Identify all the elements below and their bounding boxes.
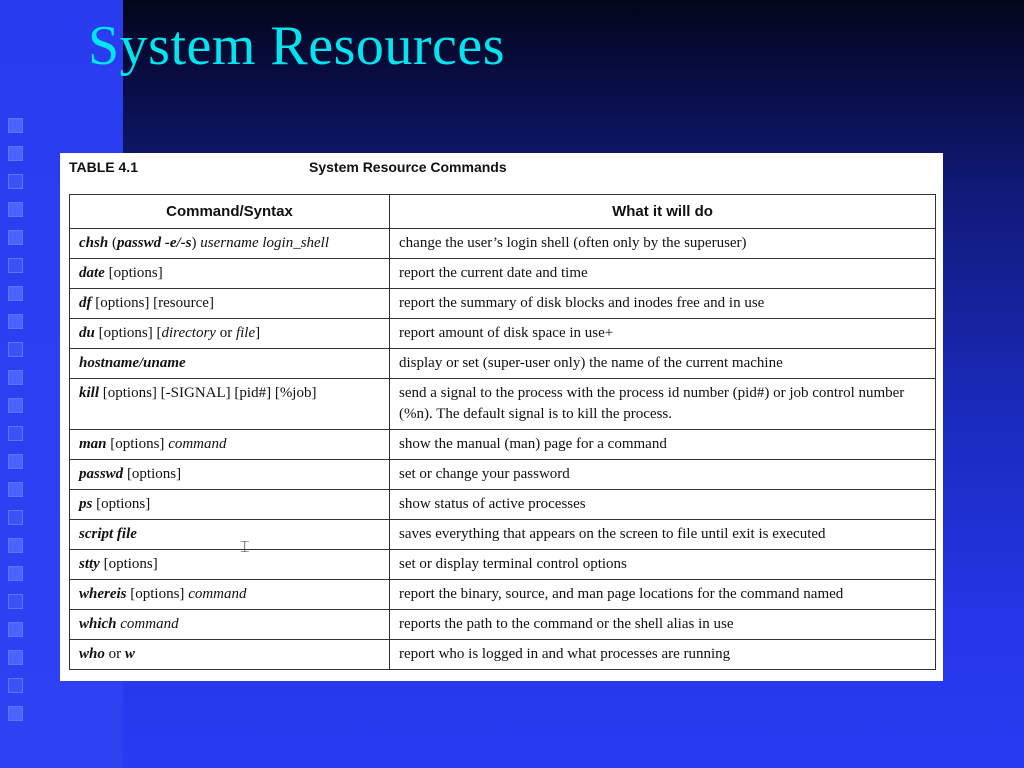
command-cell xyxy=(70,430,390,460)
decor-square xyxy=(8,454,23,469)
command-segment: du xyxy=(79,325,95,341)
command-cell xyxy=(70,490,390,520)
table-row xyxy=(70,520,936,550)
table-number: TABLE 4.1 xyxy=(69,159,138,175)
decor-square xyxy=(8,650,23,665)
description-cell: set or change your password xyxy=(390,460,936,490)
command-segment: who xyxy=(79,646,105,662)
decor-square xyxy=(8,174,23,189)
decor-square xyxy=(8,314,23,329)
command-cell xyxy=(70,610,390,640)
decor-square xyxy=(8,622,23,637)
header-command-syntax: Command/Syntax xyxy=(70,195,390,229)
command-segment: file xyxy=(235,325,256,341)
text-cursor-icon: ⌶ xyxy=(240,537,250,556)
command-segment: [options] xyxy=(92,496,151,512)
decor-square xyxy=(8,510,23,525)
description-cell: change the user’s login shell (often only by the superuser) xyxy=(390,229,936,259)
command-segment: [options] xyxy=(99,556,158,572)
table-header-row xyxy=(70,195,936,229)
decor-square xyxy=(8,678,23,693)
table-row xyxy=(70,289,936,319)
command-segment: df xyxy=(79,295,92,311)
command-segment: [options] xyxy=(106,436,169,452)
description-cell: send a signal to the process with the process id number (pid#) or job control number (%n). The default signal is to kill the process. xyxy=(390,379,936,430)
table-title: System Resource Commands xyxy=(309,159,507,175)
command-segment: stty xyxy=(79,556,100,572)
description-cell: report who is logged in and what processes are running xyxy=(390,640,936,670)
description-cell: reports the path to the command or the shell alias in use xyxy=(390,610,936,640)
command-segment: command xyxy=(120,616,179,632)
decor-square xyxy=(8,230,23,245)
decor-square xyxy=(8,594,23,609)
decor-square xyxy=(8,286,23,301)
table-card xyxy=(60,153,943,681)
command-segment: ] xyxy=(255,325,261,341)
table-row xyxy=(70,319,936,349)
command-segment: ) xyxy=(191,235,201,251)
command-segment: passwd -e/-s xyxy=(116,235,192,251)
commands-table xyxy=(69,194,936,670)
decor-square xyxy=(8,202,23,217)
table-row xyxy=(70,550,936,580)
command-cell xyxy=(70,550,390,580)
table-row xyxy=(70,640,936,670)
table-row xyxy=(70,460,936,490)
description-cell: report the current date and time xyxy=(390,259,936,289)
decor-square xyxy=(8,426,23,441)
description-cell: display or set (super-user only) the name of the current machine xyxy=(390,349,936,379)
description-cell: show status of active processes xyxy=(390,490,936,520)
command-segment: kill xyxy=(79,385,100,401)
decor-square xyxy=(8,370,23,385)
command-segment: command xyxy=(168,436,227,452)
table-row xyxy=(70,580,936,610)
table-row xyxy=(70,610,936,640)
table-row xyxy=(70,490,936,520)
table-row xyxy=(70,229,936,259)
description-cell: report the binary, source, and man page locations for the command named xyxy=(390,580,936,610)
slide-title: System Resources xyxy=(88,15,506,77)
command-cell xyxy=(70,580,390,610)
table-row xyxy=(70,430,936,460)
command-cell xyxy=(70,640,390,670)
table-row xyxy=(70,259,936,289)
command-segment: whereis xyxy=(79,586,127,602)
command-segment: man xyxy=(79,436,107,452)
command-segment: or xyxy=(215,325,236,341)
description-cell: saves everything that appears on the screen to file until exit is executed xyxy=(390,520,936,550)
table-row xyxy=(70,379,936,430)
decor-square xyxy=(8,258,23,273)
decor-squares xyxy=(8,118,26,738)
command-cell xyxy=(70,379,390,430)
command-cell xyxy=(70,319,390,349)
command-segment: directory xyxy=(161,325,216,341)
command-cell xyxy=(70,229,390,259)
command-segment: [options] [-SIGNAL] [pid#] [%job] xyxy=(99,385,317,401)
table-body xyxy=(70,229,936,670)
command-cell xyxy=(70,460,390,490)
command-segment: ( xyxy=(108,235,117,251)
command-segment: which xyxy=(79,616,117,632)
command-segment: [options] [resource] xyxy=(91,295,214,311)
description-cell: report the summary of disk blocks and inodes free and in use xyxy=(390,289,936,319)
command-segment: [options] xyxy=(126,586,189,602)
table-caption xyxy=(69,159,929,179)
decor-square xyxy=(8,146,23,161)
command-segment: passwd xyxy=(79,466,124,482)
command-segment: ps xyxy=(79,496,93,512)
command-segment: command xyxy=(188,586,247,602)
command-segment: chsh xyxy=(79,235,109,251)
command-segment: w xyxy=(124,646,135,662)
command-segment: [options] xyxy=(123,466,182,482)
decor-square xyxy=(8,342,23,357)
command-segment: hostname/uname xyxy=(79,355,186,371)
decor-square xyxy=(8,706,23,721)
description-cell: show the manual (man) page for a command xyxy=(390,430,936,460)
decor-square xyxy=(8,538,23,553)
command-cell xyxy=(70,259,390,289)
description-cell: report amount of disk space in use+ xyxy=(390,319,936,349)
decor-square xyxy=(8,118,23,133)
decor-square xyxy=(8,398,23,413)
description-cell: set or display terminal control options xyxy=(390,550,936,580)
command-segment: [options] xyxy=(104,265,163,281)
header-what-it-will-do: What it will do xyxy=(390,195,936,229)
command-cell xyxy=(70,349,390,379)
command-segment: [options] [ xyxy=(94,325,162,341)
decor-square xyxy=(8,482,23,497)
command-cell xyxy=(70,520,390,550)
command-segment: or xyxy=(104,646,125,662)
decor-square xyxy=(8,566,23,581)
command-segment: username login_shell xyxy=(200,235,330,251)
command-cell xyxy=(70,289,390,319)
command-segment: date xyxy=(79,265,105,281)
table-row xyxy=(70,349,936,379)
command-segment: script file xyxy=(79,526,137,542)
